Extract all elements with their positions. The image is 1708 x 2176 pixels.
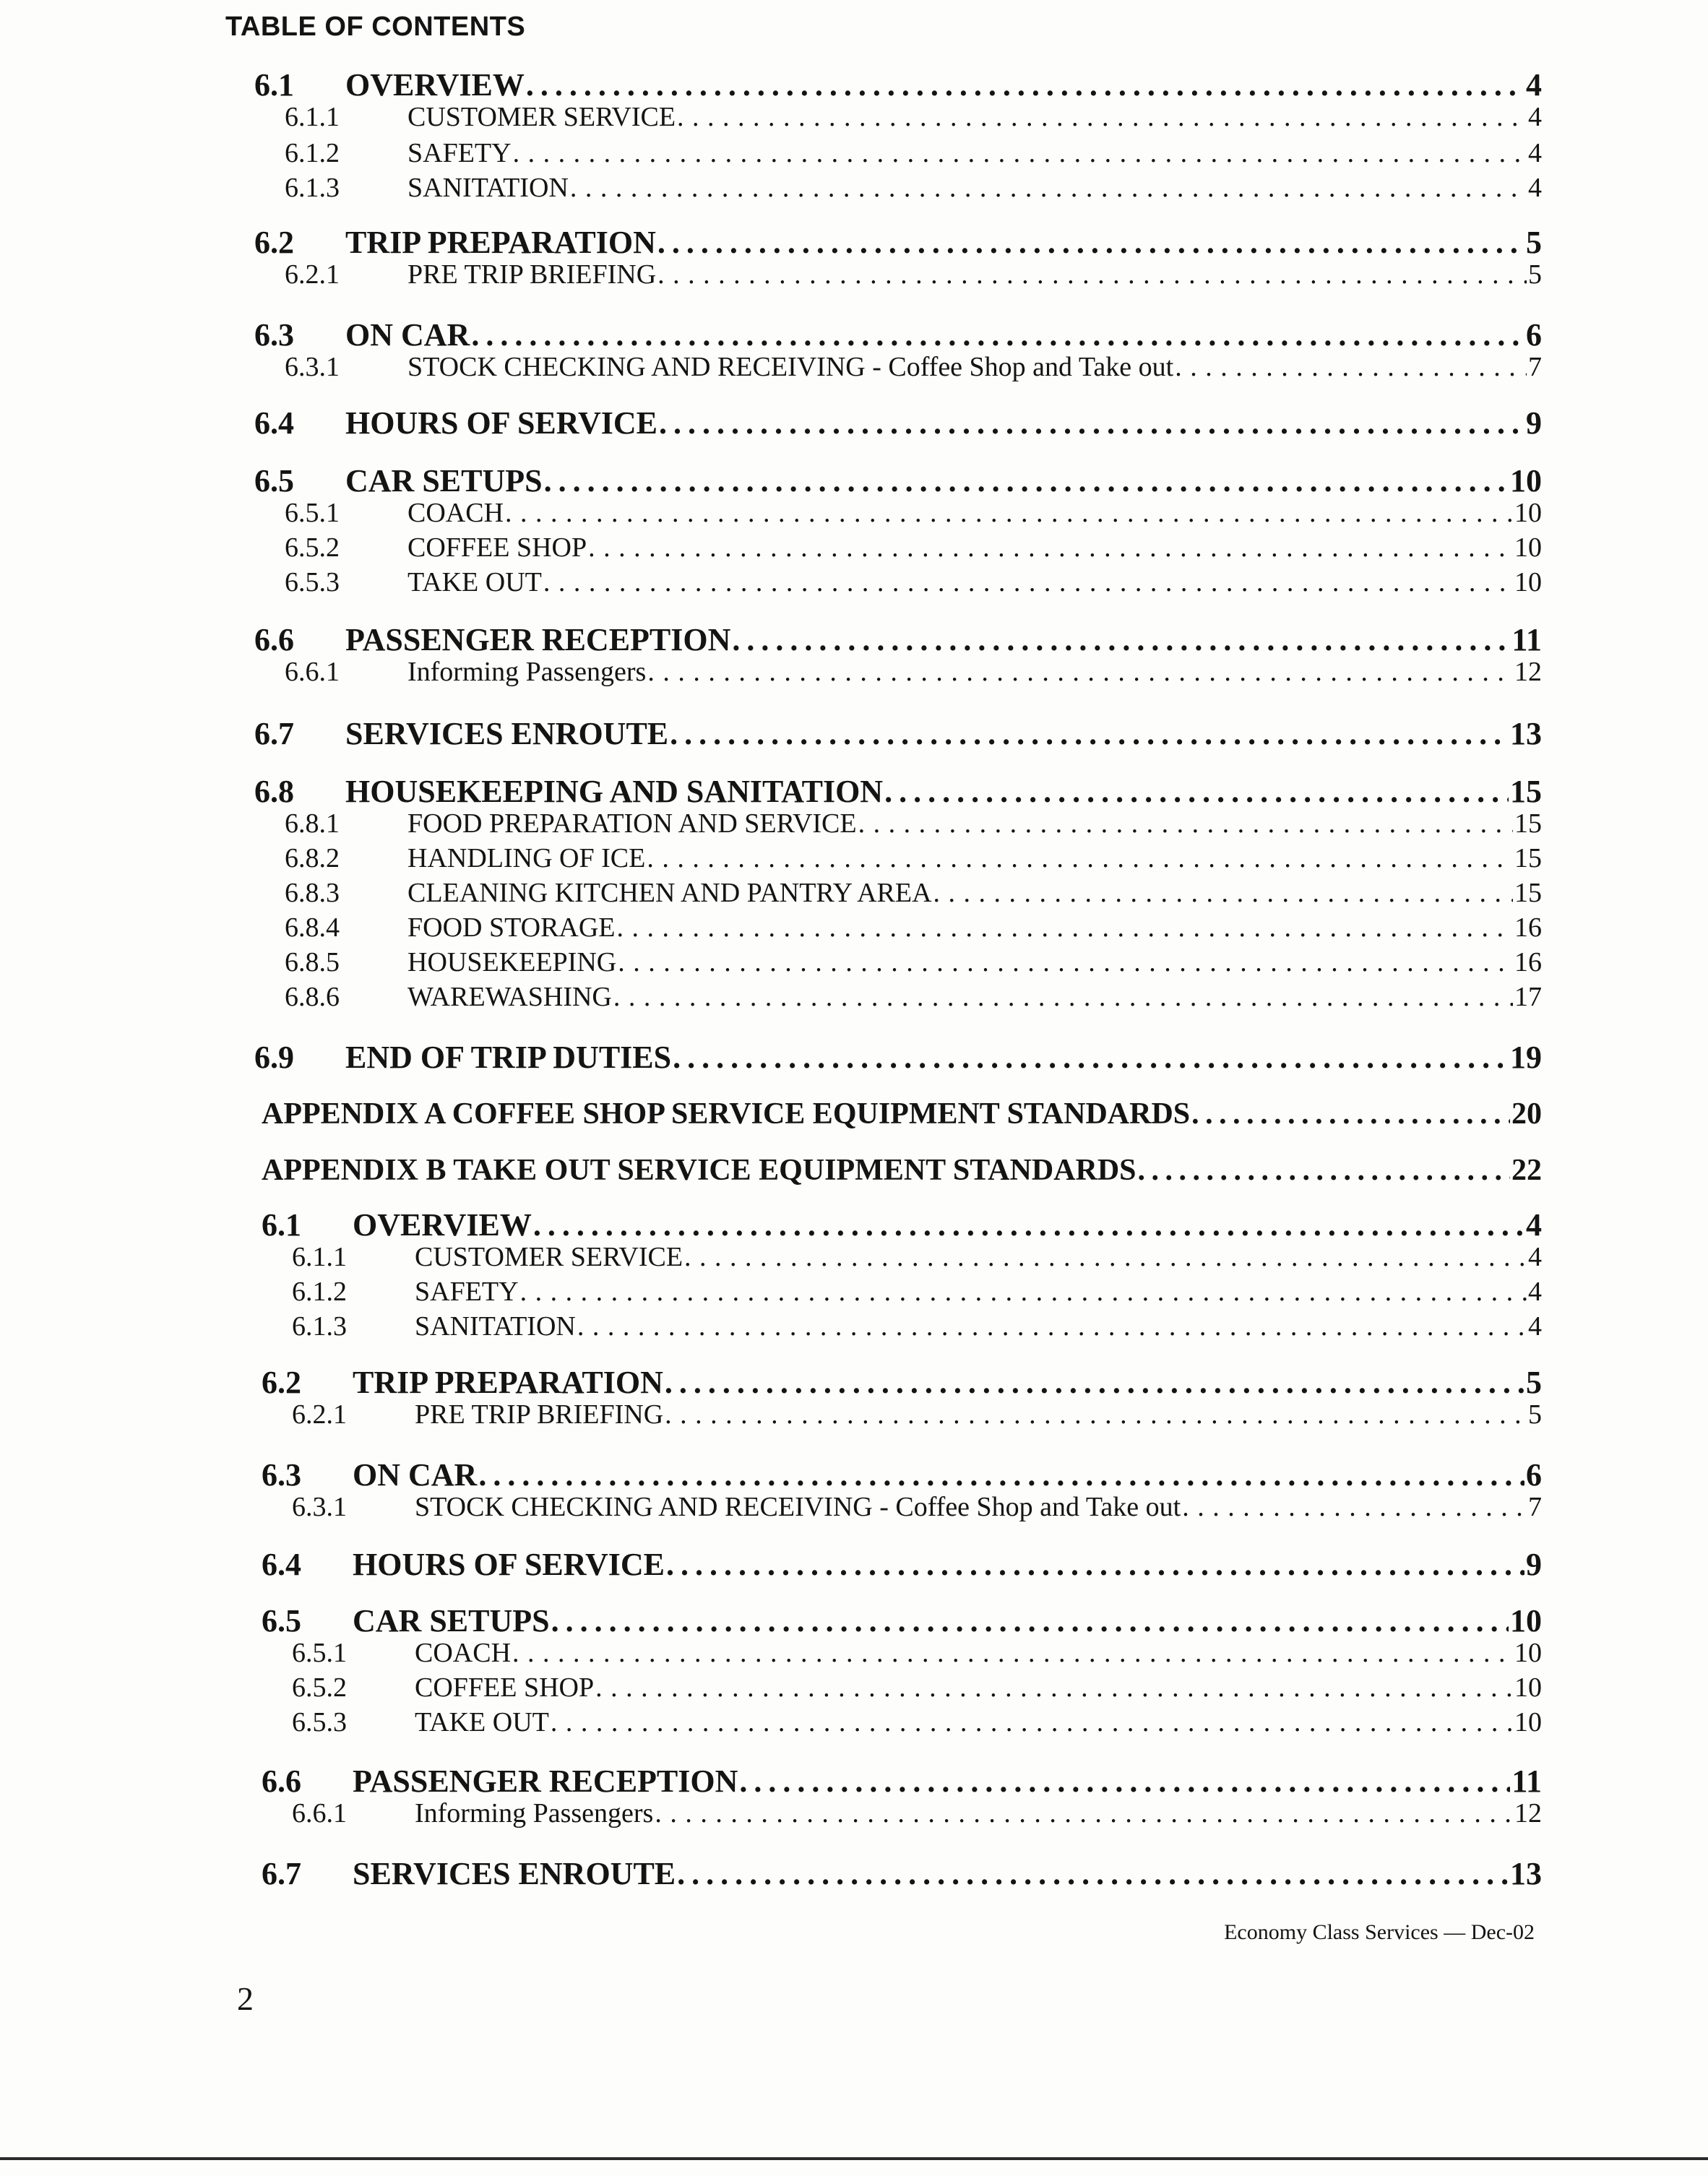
toc-entry-number: 6.2 bbox=[262, 1365, 301, 1400]
toc-entry-number: 6.6 bbox=[254, 622, 294, 657]
toc-dot-leader bbox=[1175, 351, 1527, 383]
toc-dot-leader bbox=[732, 621, 1510, 658]
toc-entry-title: Informing Passengers bbox=[407, 657, 647, 687]
toc-entry-number: 6.6 bbox=[262, 1763, 301, 1799]
toc-dot-leader bbox=[551, 1706, 1513, 1738]
toc-entry-page: 5 bbox=[1526, 225, 1542, 260]
toc-entry-number: 6.5.1 bbox=[285, 498, 340, 528]
toc-entry-number: 6.5.1 bbox=[292, 1638, 347, 1668]
toc-dot-leader bbox=[657, 259, 1527, 290]
toc-entry-number: 6.3 bbox=[262, 1457, 301, 1493]
toc-entry-title: COACH bbox=[415, 1638, 512, 1668]
toc-dot-leader bbox=[684, 1241, 1527, 1273]
toc-entry-title: COACH bbox=[407, 498, 504, 528]
toc-entry-number: 6.6.1 bbox=[285, 657, 340, 687]
toc-entry-number: 6.5.3 bbox=[285, 567, 340, 597]
toc-dot-leader bbox=[665, 1364, 1524, 1401]
toc-subsection-entry[interactable] bbox=[292, 1311, 1542, 1342]
toc-dot-leader bbox=[617, 912, 1513, 944]
toc-entry-page: 16 bbox=[1514, 947, 1542, 977]
toc-dot-leader bbox=[478, 1456, 1524, 1493]
toc-entry-title: FOOD PREPARATION AND SERVICE bbox=[407, 808, 857, 839]
toc-entry-page: 11 bbox=[1511, 622, 1542, 657]
toc-appendix-entry[interactable] bbox=[262, 1153, 1542, 1188]
toc-entry-page: 15 bbox=[1510, 774, 1542, 809]
toc-subsection-entry[interactable] bbox=[285, 497, 1542, 529]
toc-dot-leader bbox=[570, 172, 1527, 204]
toc-entry-page: 10 bbox=[1514, 498, 1542, 528]
toc-entry-number: 6.3.1 bbox=[292, 1492, 347, 1522]
toc-entry-title: SERVICES ENROUTE bbox=[345, 716, 669, 751]
toc-entry-page: 13 bbox=[1510, 1856, 1542, 1891]
toc-entry-title: STOCK CHECKING AND RECEIVING - Coffee Shop and Take out bbox=[415, 1492, 1181, 1522]
toc-section-entry[interactable] bbox=[254, 462, 1542, 499]
toc-subsection-entry[interactable] bbox=[285, 656, 1542, 688]
bottom-rule bbox=[0, 2157, 1708, 2160]
toc-entry-number: 6.5.3 bbox=[292, 1707, 347, 1737]
toc-entry-page: 10 bbox=[1514, 532, 1542, 563]
toc-entry-number: 6.9 bbox=[254, 1040, 294, 1075]
toc-section-entry[interactable] bbox=[262, 1763, 1542, 1800]
toc-section-entry[interactable] bbox=[254, 405, 1542, 441]
toc-entry-page: 13 bbox=[1510, 716, 1542, 751]
toc-dot-leader bbox=[670, 715, 1509, 752]
toc-entry-title: SAFETY bbox=[407, 138, 512, 168]
toc-subsection-entry[interactable] bbox=[292, 1276, 1542, 1308]
toc-entry-page: 15 bbox=[1514, 843, 1542, 873]
toc-entry-page: 15 bbox=[1514, 878, 1542, 908]
toc-entry-number: 6.8.1 bbox=[285, 808, 340, 839]
toc-dot-leader bbox=[739, 1763, 1510, 1800]
toc-section-entry[interactable] bbox=[254, 715, 1542, 752]
toc-entry-title: APPENDIX B TAKE OUT SERVICE EQUIPMENT STANDARDS bbox=[262, 1154, 1136, 1187]
toc-entry-title: PRE TRIP BRIEFING bbox=[415, 1399, 664, 1430]
toc-entry-number: 6.1.1 bbox=[285, 102, 340, 132]
toc-section-entry[interactable] bbox=[262, 1364, 1542, 1401]
toc-section-entry[interactable] bbox=[262, 1546, 1542, 1583]
toc-subsection-entry[interactable] bbox=[285, 912, 1542, 944]
toc-entry-page: 5 bbox=[1528, 259, 1542, 290]
toc-subsection-entry[interactable] bbox=[292, 1491, 1542, 1523]
toc-entry-number: 6.1.2 bbox=[285, 138, 340, 168]
toc-entry-number: 6.8 bbox=[254, 774, 294, 809]
toc-entry-title: STOCK CHECKING AND RECEIVING - Coffee Shop and Take out bbox=[407, 352, 1174, 382]
toc-entry-title: SANITATION bbox=[407, 173, 569, 203]
toc-entry-title: SERVICES ENROUTE bbox=[353, 1856, 676, 1891]
toc-entry-number: 6.8.6 bbox=[285, 982, 340, 1012]
toc-subsection-entry[interactable] bbox=[292, 1637, 1542, 1669]
toc-entry-title: HOUSEKEEPING bbox=[407, 947, 617, 977]
toc-dot-leader bbox=[512, 1637, 1513, 1669]
toc-dot-leader bbox=[1191, 1097, 1510, 1131]
toc-section-entry[interactable] bbox=[254, 621, 1542, 658]
toc-entry-page: 10 bbox=[1514, 1672, 1542, 1703]
toc-section-entry[interactable] bbox=[262, 1602, 1542, 1639]
toc-dot-leader bbox=[673, 1039, 1509, 1076]
toc-entry-title: CAR SETUPS bbox=[345, 463, 543, 498]
toc-entry-title: FOOD STORAGE bbox=[407, 912, 616, 943]
toc-entry-number: 6.3.1 bbox=[285, 352, 340, 382]
toc-entry-number: 6.7 bbox=[262, 1856, 301, 1891]
toc-entry-number: 6.8.4 bbox=[285, 912, 340, 943]
toc-entry-title: PASSENGER RECEPTION bbox=[345, 622, 731, 657]
toc-entry-title: TRIP PREPARATION bbox=[353, 1365, 663, 1400]
toc-subsection-entry[interactable] bbox=[285, 101, 1542, 133]
toc-entry-page: 7 bbox=[1528, 352, 1542, 382]
toc-dot-leader bbox=[543, 566, 1513, 598]
toc-entry-page: 4 bbox=[1528, 102, 1542, 132]
toc-subsection-entry[interactable] bbox=[285, 842, 1542, 874]
toc-entry-number: 6.4 bbox=[262, 1547, 301, 1582]
toc-dot-leader bbox=[513, 137, 1527, 169]
toc-dot-leader bbox=[858, 808, 1513, 839]
toc-dot-leader bbox=[1138, 1153, 1510, 1188]
toc-dot-leader bbox=[618, 946, 1513, 978]
toc-dot-leader bbox=[657, 224, 1524, 261]
toc-section-entry[interactable] bbox=[254, 1039, 1542, 1076]
toc-entry-page: 7 bbox=[1528, 1492, 1542, 1522]
page-number: 2 bbox=[237, 1980, 254, 2017]
toc-entry-page: 6 bbox=[1526, 1457, 1542, 1493]
toc-entry-page: 20 bbox=[1511, 1097, 1542, 1131]
toc-entry-page: 4 bbox=[1528, 173, 1542, 203]
toc-entry-title: HOUSEKEEPING AND SANITATION bbox=[345, 774, 884, 809]
toc-entry-title: SANITATION bbox=[415, 1311, 576, 1342]
toc-dot-leader bbox=[533, 1206, 1524, 1243]
toc-entry-number: 6.8.5 bbox=[285, 947, 340, 977]
toc-entry-page: 10 bbox=[1510, 463, 1542, 498]
toc-entry-title: COFFEE SHOP bbox=[415, 1672, 595, 1703]
toc-entry-number: 6.8.3 bbox=[285, 878, 340, 908]
toc-entry-title: END OF TRIP DUTIES bbox=[345, 1040, 672, 1075]
toc-entry-number: 6.5.2 bbox=[285, 532, 340, 563]
toc-entry-page: 12 bbox=[1514, 657, 1542, 687]
toc-entry-title: TRIP PREPARATION bbox=[345, 225, 656, 260]
toc-subsection-entry[interactable] bbox=[285, 259, 1542, 290]
toc-entry-number: 6.1 bbox=[254, 67, 294, 103]
toc-dot-leader bbox=[1182, 1491, 1527, 1523]
toc-entry-page: 15 bbox=[1514, 808, 1542, 839]
toc-entry-title: APPENDIX A COFFEE SHOP SERVICE EQUIPMENT STANDARDS bbox=[262, 1097, 1191, 1131]
toc-entry-title: HOURS OF SERVICE bbox=[353, 1547, 665, 1582]
toc-entry-page: 9 bbox=[1526, 1547, 1542, 1582]
toc-entry-number: 6.1.3 bbox=[292, 1311, 347, 1342]
toc-subsection-entry[interactable] bbox=[285, 566, 1542, 598]
toc-dot-leader bbox=[655, 1797, 1513, 1829]
toc-entry-title: PASSENGER RECEPTION bbox=[353, 1763, 738, 1799]
toc-entry-page: 10 bbox=[1514, 1707, 1542, 1737]
toc-section-entry[interactable] bbox=[254, 224, 1542, 261]
toc-heading: TABLE OF CONTENTS bbox=[225, 12, 526, 42]
toc-dot-leader bbox=[544, 462, 1509, 499]
toc-subsection-entry[interactable] bbox=[292, 1399, 1542, 1430]
toc-section-entry[interactable] bbox=[262, 1855, 1542, 1892]
toc-entry-title: HOURS OF SERVICE bbox=[345, 405, 658, 441]
toc-entry-number: 6.4 bbox=[254, 405, 294, 441]
toc-entry-page: 17 bbox=[1514, 982, 1542, 1012]
toc-entry-page: 10 bbox=[1510, 1603, 1542, 1639]
toc-subsection-entry[interactable] bbox=[285, 172, 1542, 204]
toc-dot-leader bbox=[884, 773, 1509, 810]
toc-entry-number: 6.1.3 bbox=[285, 173, 340, 203]
toc-dot-leader bbox=[647, 656, 1513, 688]
toc-entry-number: 6.2.1 bbox=[292, 1399, 347, 1430]
toc-subsection-entry[interactable] bbox=[292, 1672, 1542, 1704]
toc-subsection-entry[interactable] bbox=[285, 532, 1542, 564]
toc-dot-leader bbox=[659, 405, 1524, 441]
toc-entry-title: WAREWASHING bbox=[407, 982, 612, 1012]
toc-entry-title: CLEANING KITCHEN AND PANTRY AREA bbox=[407, 878, 932, 908]
toc-subsection-entry[interactable] bbox=[285, 351, 1542, 383]
toc-dot-leader bbox=[588, 532, 1513, 564]
toc-subsection-entry[interactable] bbox=[285, 877, 1542, 909]
toc-entry-page: 4 bbox=[1528, 1242, 1542, 1272]
toc-entry-number: 6.3 bbox=[254, 317, 294, 353]
toc-entry-page: 6 bbox=[1526, 317, 1542, 353]
toc-section-entry[interactable] bbox=[254, 773, 1542, 810]
toc-entry-title: TAKE OUT bbox=[415, 1707, 549, 1737]
toc-subsection-entry[interactable] bbox=[292, 1797, 1542, 1829]
toc-entry-number: 6.5 bbox=[262, 1603, 301, 1639]
toc-entry-number: 6.7 bbox=[254, 716, 294, 751]
toc-dot-leader bbox=[471, 316, 1524, 353]
toc-dot-leader bbox=[665, 1399, 1527, 1430]
toc-entry-page: 4 bbox=[1528, 138, 1542, 168]
toc-entry-title: ON CAR bbox=[345, 317, 470, 353]
toc-subsection-entry[interactable] bbox=[285, 137, 1542, 169]
toc-entry-page: 12 bbox=[1514, 1798, 1542, 1829]
toc-entry-page: 16 bbox=[1514, 912, 1542, 943]
toc-entry-title: CUSTOMER SERVICE bbox=[415, 1242, 683, 1272]
toc-entry-title: HANDLING OF ICE bbox=[407, 843, 646, 873]
toc-entry-number: 6.5 bbox=[254, 463, 294, 498]
toc-entry-number: 6.1.2 bbox=[292, 1277, 347, 1307]
toc-subsection-entry[interactable] bbox=[285, 808, 1542, 839]
toc-entry-page: 4 bbox=[1528, 1311, 1542, 1342]
toc-entry-page: 5 bbox=[1528, 1399, 1542, 1430]
toc-subsection-entry[interactable] bbox=[285, 946, 1542, 978]
toc-entry-page: 5 bbox=[1526, 1365, 1542, 1400]
toc-entry-title: Informing Passengers bbox=[415, 1798, 654, 1829]
toc-entry-number: 6.6.1 bbox=[292, 1798, 347, 1829]
toc-dot-leader bbox=[666, 1546, 1524, 1583]
toc-subsection-entry[interactable] bbox=[292, 1706, 1542, 1738]
toc-appendix-entry[interactable] bbox=[262, 1097, 1542, 1131]
toc-entry-title: CAR SETUPS bbox=[353, 1603, 550, 1639]
toc-subsection-entry[interactable] bbox=[285, 981, 1542, 1013]
toc-entry-page: 19 bbox=[1510, 1040, 1542, 1075]
toc-entry-number: 6.2.1 bbox=[285, 259, 340, 290]
toc-entry-title: OVERVIEW bbox=[345, 67, 525, 103]
toc-dot-leader bbox=[647, 842, 1513, 874]
toc-dot-leader bbox=[551, 1602, 1509, 1639]
toc-entry-title: OVERVIEW bbox=[353, 1207, 532, 1243]
toc-section-entry[interactable] bbox=[262, 1206, 1542, 1243]
toc-dot-leader bbox=[677, 1855, 1509, 1892]
toc-dot-leader bbox=[505, 497, 1513, 529]
toc-section-entry[interactable] bbox=[254, 316, 1542, 353]
toc-entry-page: 11 bbox=[1511, 1763, 1542, 1799]
toc-dot-leader bbox=[526, 66, 1524, 103]
toc-entry-page: 10 bbox=[1514, 1638, 1542, 1668]
toc-section-entry[interactable] bbox=[254, 66, 1542, 103]
toc-entry-page: 4 bbox=[1526, 67, 1542, 103]
toc-entry-number: 6.5.2 bbox=[292, 1672, 347, 1703]
toc-entry-title: PRE TRIP BRIEFING bbox=[407, 259, 657, 290]
toc-entry-title: SAFETY bbox=[415, 1277, 519, 1307]
toc-section-entry[interactable] bbox=[262, 1456, 1542, 1493]
toc-entry-page: 4 bbox=[1528, 1277, 1542, 1307]
toc-dot-leader bbox=[677, 101, 1527, 133]
toc-entry-title: TAKE OUT bbox=[407, 567, 542, 597]
toc-entry-title: COFFEE SHOP bbox=[407, 532, 587, 563]
toc-dot-leader bbox=[577, 1311, 1527, 1342]
toc-entry-page: 22 bbox=[1511, 1154, 1542, 1187]
toc-entry-page: 9 bbox=[1526, 405, 1542, 441]
toc-dot-leader bbox=[595, 1672, 1513, 1704]
toc-entry-title: CUSTOMER SERVICE bbox=[407, 102, 676, 132]
toc-entry-number: 6.1 bbox=[262, 1207, 301, 1243]
toc-subsection-entry[interactable] bbox=[292, 1241, 1542, 1273]
toc-dot-leader bbox=[933, 877, 1513, 909]
toc-entry-number: 6.2 bbox=[254, 225, 294, 260]
toc-entry-page: 4 bbox=[1526, 1207, 1542, 1243]
toc-dot-leader bbox=[520, 1276, 1527, 1308]
toc-entry-number: 6.1.1 bbox=[292, 1242, 347, 1272]
running-footer: Economy Class Services — Dec-02 bbox=[1224, 1920, 1535, 1944]
toc-entry-title: ON CAR bbox=[353, 1457, 478, 1493]
toc-entry-page: 10 bbox=[1514, 567, 1542, 597]
toc-entry-number: 6.8.2 bbox=[285, 843, 340, 873]
toc-dot-leader bbox=[613, 981, 1513, 1013]
